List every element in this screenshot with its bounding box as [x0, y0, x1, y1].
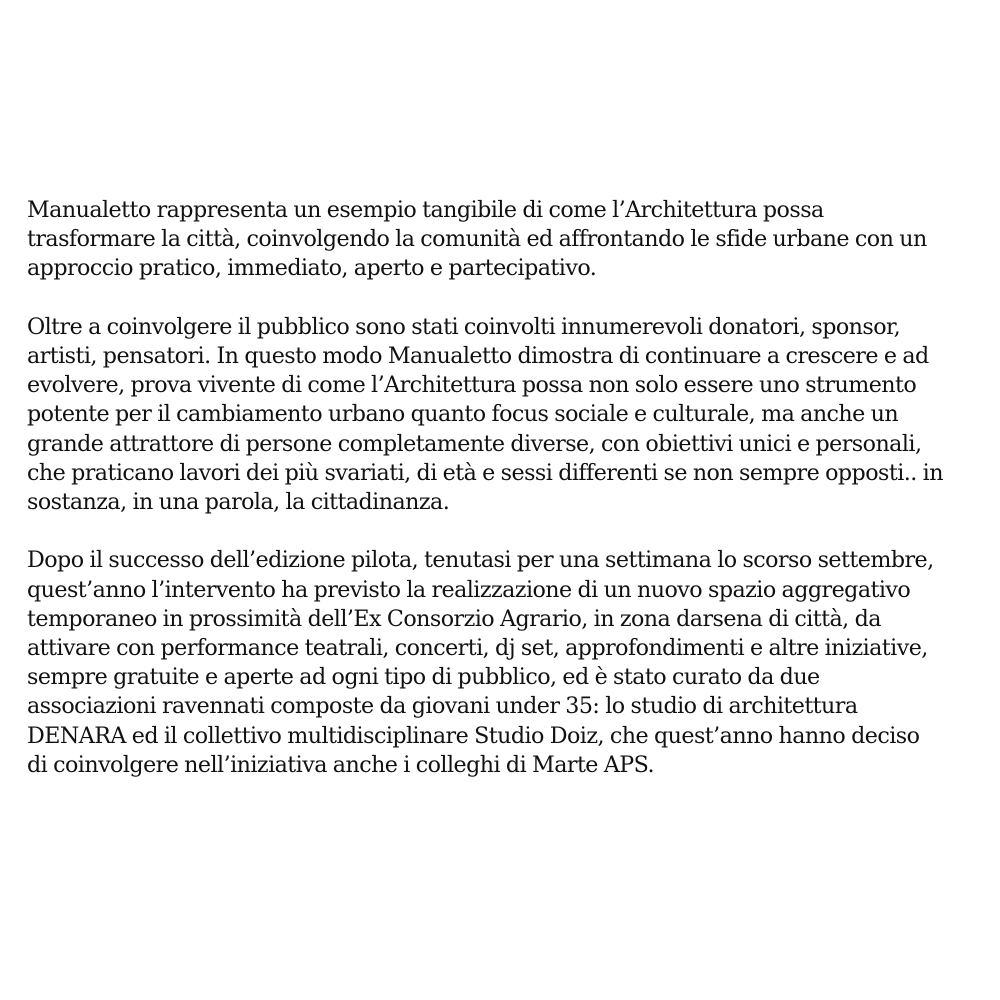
text-line: artisti, pensatori. In questo modo Manualetto dimostra di continuare a crescere e ad — [27, 343, 929, 369]
text-line: Manualetto rappresenta un esempio tangibile di come l’Architettura possa — [27, 197, 824, 223]
text-line: temporaneo in prossimità dell’Ex Consorzio Agrario, in zona darsena di città, da — [27, 605, 881, 632]
text-line: Oltre a coinvolgere il pubblico sono stati coinvolti innumerevoli donatori, sponsor, — [27, 313, 901, 340]
text-line: grande attrattore di persone completamente diverse, con obiettivi unici e personali, — [27, 430, 922, 457]
text-line: che praticano lavori dei più svariati, di età e sessi differenti se non sempre opposti.. in — [27, 459, 943, 486]
text-line: di coinvolgere nell’iniziativa anche i colleghi di Marte APS. — [27, 751, 655, 778]
paragraph-2 — [27, 313, 987, 517]
paragraph-1 — [27, 196, 987, 284]
text-line: quest’anno l’intervento ha previsto la realizzazione di un nuovo spazio aggregativo — [27, 576, 911, 603]
body-text — [27, 196, 987, 780]
text-line: trasformare la città, coinvolgendo la comunità ed affrontando le sfide urbane con un — [27, 226, 927, 253]
text-line: potente per il cambiamento urbano quanto focus sociale e culturale, ma anche un — [27, 401, 899, 428]
text-line: associazioni ravennati composte da giovani under 35: lo studio di architettura — [27, 693, 858, 720]
text-line: Dopo il successo dell’edizione pilota, tenutasi per una settimana lo scorso settembre, — [27, 547, 934, 574]
paragraph-spacer — [27, 284, 987, 313]
text-line: attivare con performance teatrali, concerti, dj set, approfondimenti e altre iniziative, — [27, 635, 928, 662]
text-line: sempre gratuite e aperte ad ogni tipo di pubblico, ed è stato curato da due — [27, 664, 820, 691]
paragraph-3 — [27, 546, 987, 780]
text-line: sostanza, in una parola, la cittadinanza. — [27, 489, 450, 516]
text-line: approccio pratico, immediato, aperto e partecipativo. — [27, 255, 597, 282]
paragraph-spacer — [27, 517, 987, 546]
text-line: DENARA ed il collettivo multidisciplinare Studio Doiz, che quest’anno hanno deciso — [27, 722, 920, 749]
text-line: evolvere, prova vivente di come l’Architettura possa non solo essere uno strumento — [27, 372, 917, 399]
